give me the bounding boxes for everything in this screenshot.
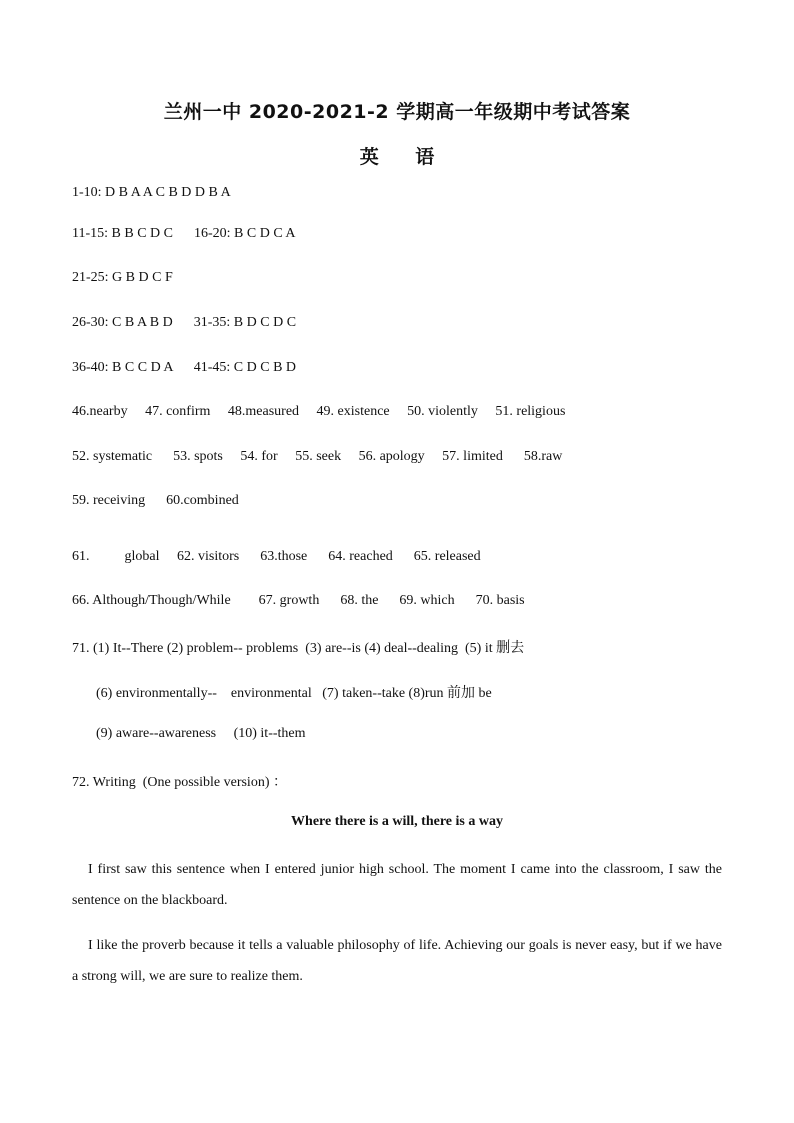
correction-note-insert: 前加 bbox=[447, 685, 476, 701]
correction-text: (6) environmentally-- environmental (7) taken--take (8)run bbox=[96, 686, 448, 701]
answer-line-59-60: 59. receiving 60.combined bbox=[72, 493, 239, 508]
page-title: 兰州一中 2020-2021-2 学期高一年级期中考试答案 bbox=[163, 101, 631, 123]
correction-text: be bbox=[475, 686, 492, 701]
answer-line-46-51: 46.nearby 47. confirm 48.measured 49. existence 50. violently 51. religious bbox=[72, 404, 566, 419]
answer-line-1-10: 1-10: D B A A C B D D B A bbox=[72, 185, 231, 200]
answer-line-11-20: 11-15: B B C D C 16-20: B C D C A bbox=[72, 226, 296, 241]
essay-paragraph-1: I first saw this sentence when I entered junior high school. The moment I came into the classroom, I saw the sentence on the blackboard. bbox=[72, 862, 722, 908]
answer-line-21-25: 21-25: G B D C F bbox=[72, 270, 173, 285]
correction-text: 71. (1) It--There (2) problem-- problems (3) are--is (4) deal--dealing (5) it bbox=[72, 641, 497, 656]
correction-note-delete: 删去 bbox=[496, 640, 525, 656]
answer-line-71-part2 bbox=[96, 682, 492, 702]
answer-line-66-70: 66. Although/Though/While 67. growth 68. the 69. which 70. basis bbox=[72, 593, 525, 608]
answer-line-61-65: 61. global 62. visitors 63.those 64. reached 65. released bbox=[72, 549, 481, 564]
answer-line-26-35: 26-30: C B A B D 31-35: B D C D C bbox=[72, 315, 297, 330]
essay-paragraph-2: I like the proverb because it tells a valuable philosophy of life. Achieving our goals is never easy, but if we have a strong will, we are sure to realize them. bbox=[72, 938, 722, 984]
answer-line-71-part3: (9) aware--awareness (10) it--them bbox=[96, 726, 306, 741]
subject-heading: 英 语 bbox=[359, 146, 435, 168]
writing-heading: 72. Writing (One possible version) ： bbox=[72, 775, 287, 790]
answer-line-52-58: 52. systematic 53. spots 54. for 55. seek 56. apology 57. limited 58.raw bbox=[72, 449, 563, 464]
answer-line-36-45: 36-40: B C C D A 41-45: C D C B D bbox=[72, 360, 297, 375]
essay-title: Where there is a will, there is a way bbox=[291, 814, 503, 829]
answer-line-71-part1 bbox=[72, 637, 524, 657]
